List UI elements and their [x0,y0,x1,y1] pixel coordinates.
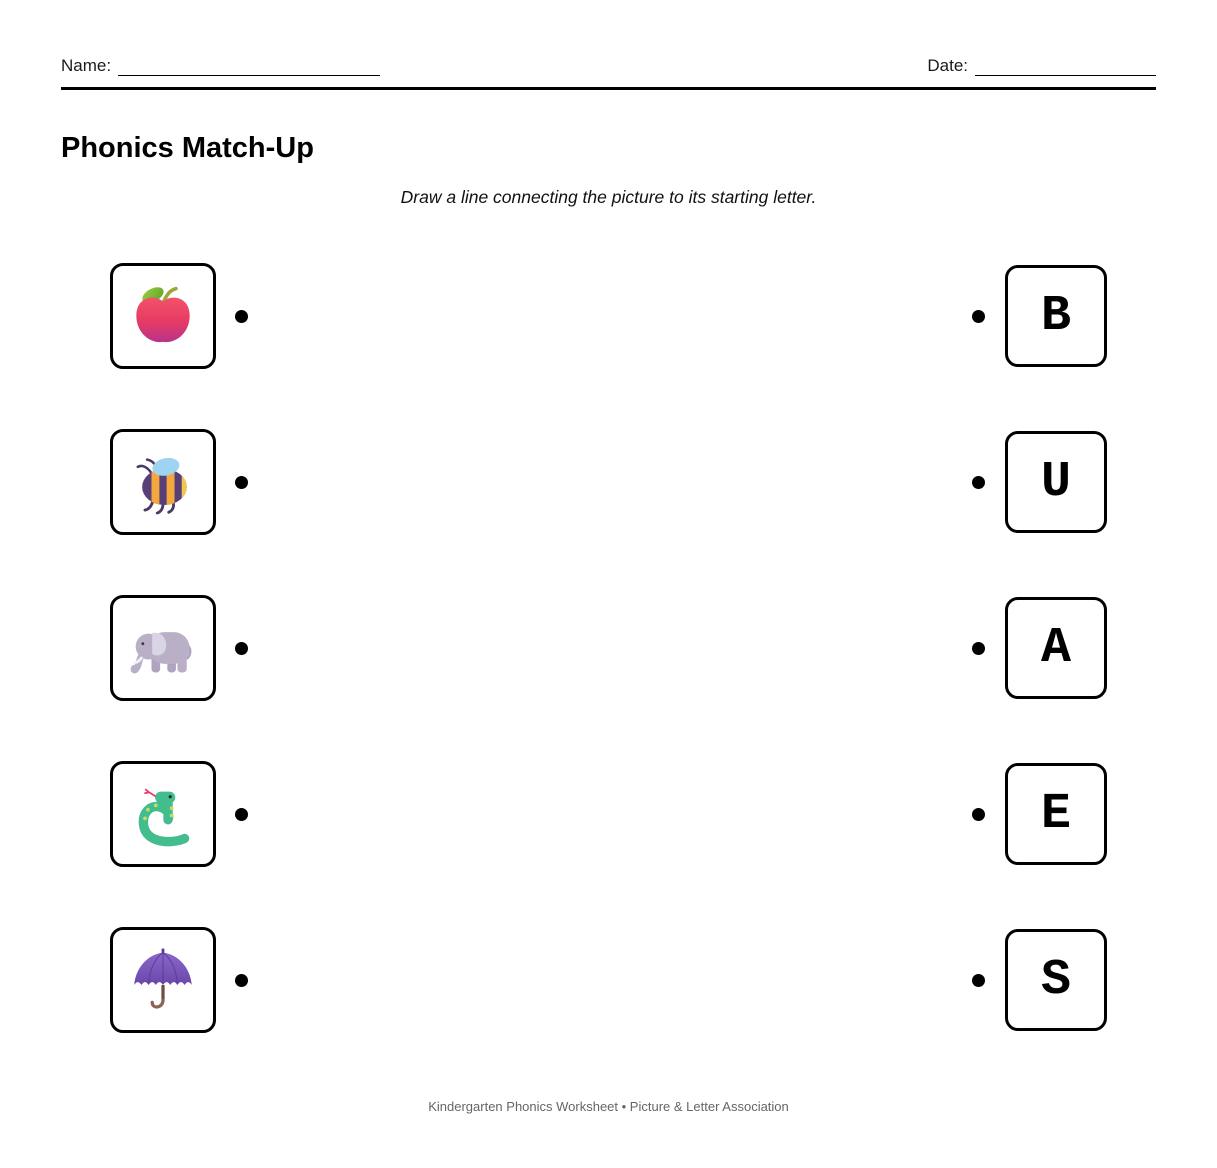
picture-cell [110,595,248,701]
connector-dot-right[interactable] [972,642,985,655]
picture-box-bee[interactable] [110,429,216,535]
picture-cell [110,429,248,535]
connector-dot-left[interactable] [235,808,248,821]
name-label: Name: [61,56,112,75]
letter-box-e[interactable] [1005,763,1107,865]
header [61,56,1156,76]
connector-dot-left[interactable] [235,642,248,655]
letter-label: S [1040,951,1071,1009]
letter-label: E [1040,785,1071,843]
page-title: Phonics Match-Up [61,132,314,164]
match-row-snake [110,761,1107,867]
header-divider [61,87,1156,90]
date-field [927,56,1156,76]
picture-box-apple[interactable] [110,263,216,369]
bee-emoji [127,446,199,518]
connector-dot-right[interactable] [972,476,985,489]
apple-emoji [127,280,199,352]
name-blank-line[interactable] [118,60,380,76]
match-row-elephant [110,595,1107,701]
letter-box-b[interactable] [1005,265,1107,367]
letter-label: B [1040,287,1071,345]
picture-box-elephant[interactable] [110,595,216,701]
connector-dot-left[interactable] [235,974,248,987]
letter-cell [972,929,1107,1031]
picture-box-snake[interactable] [110,761,216,867]
umbrella-emoji [127,944,199,1016]
matching-area [61,263,1156,1033]
letter-box-u[interactable] [1005,431,1107,533]
connector-dot-right[interactable] [972,808,985,821]
letter-cell [972,431,1107,533]
connector-dot-right[interactable] [972,310,985,323]
letter-cell [972,597,1107,699]
letter-box-s[interactable] [1005,929,1107,1031]
connector-dot-left[interactable] [235,476,248,489]
elephant-emoji [127,612,199,684]
picture-cell [110,263,248,369]
match-row-apple [110,263,1107,369]
picture-cell [110,761,248,867]
letter-cell [972,763,1107,865]
date-blank-line[interactable] [975,60,1156,76]
connector-dot-right[interactable] [972,974,985,987]
letter-box-a[interactable] [1005,597,1107,699]
picture-box-umbrella[interactable] [110,927,216,1033]
letter-label: U [1040,453,1071,511]
name-field [61,56,380,76]
picture-cell [110,927,248,1033]
date-label: Date: [927,56,968,75]
connector-dot-left[interactable] [235,310,248,323]
footer-text: Kindergarten Phonics Worksheet • Picture & Letter Association [428,1099,789,1114]
match-row-bee [110,429,1107,535]
letter-cell [972,265,1107,367]
letter-label: A [1040,619,1071,677]
match-row-umbrella [110,927,1107,1033]
snake-emoji [127,778,199,850]
instructions-text: Draw a line connecting the picture to its starting letter. [400,187,817,208]
